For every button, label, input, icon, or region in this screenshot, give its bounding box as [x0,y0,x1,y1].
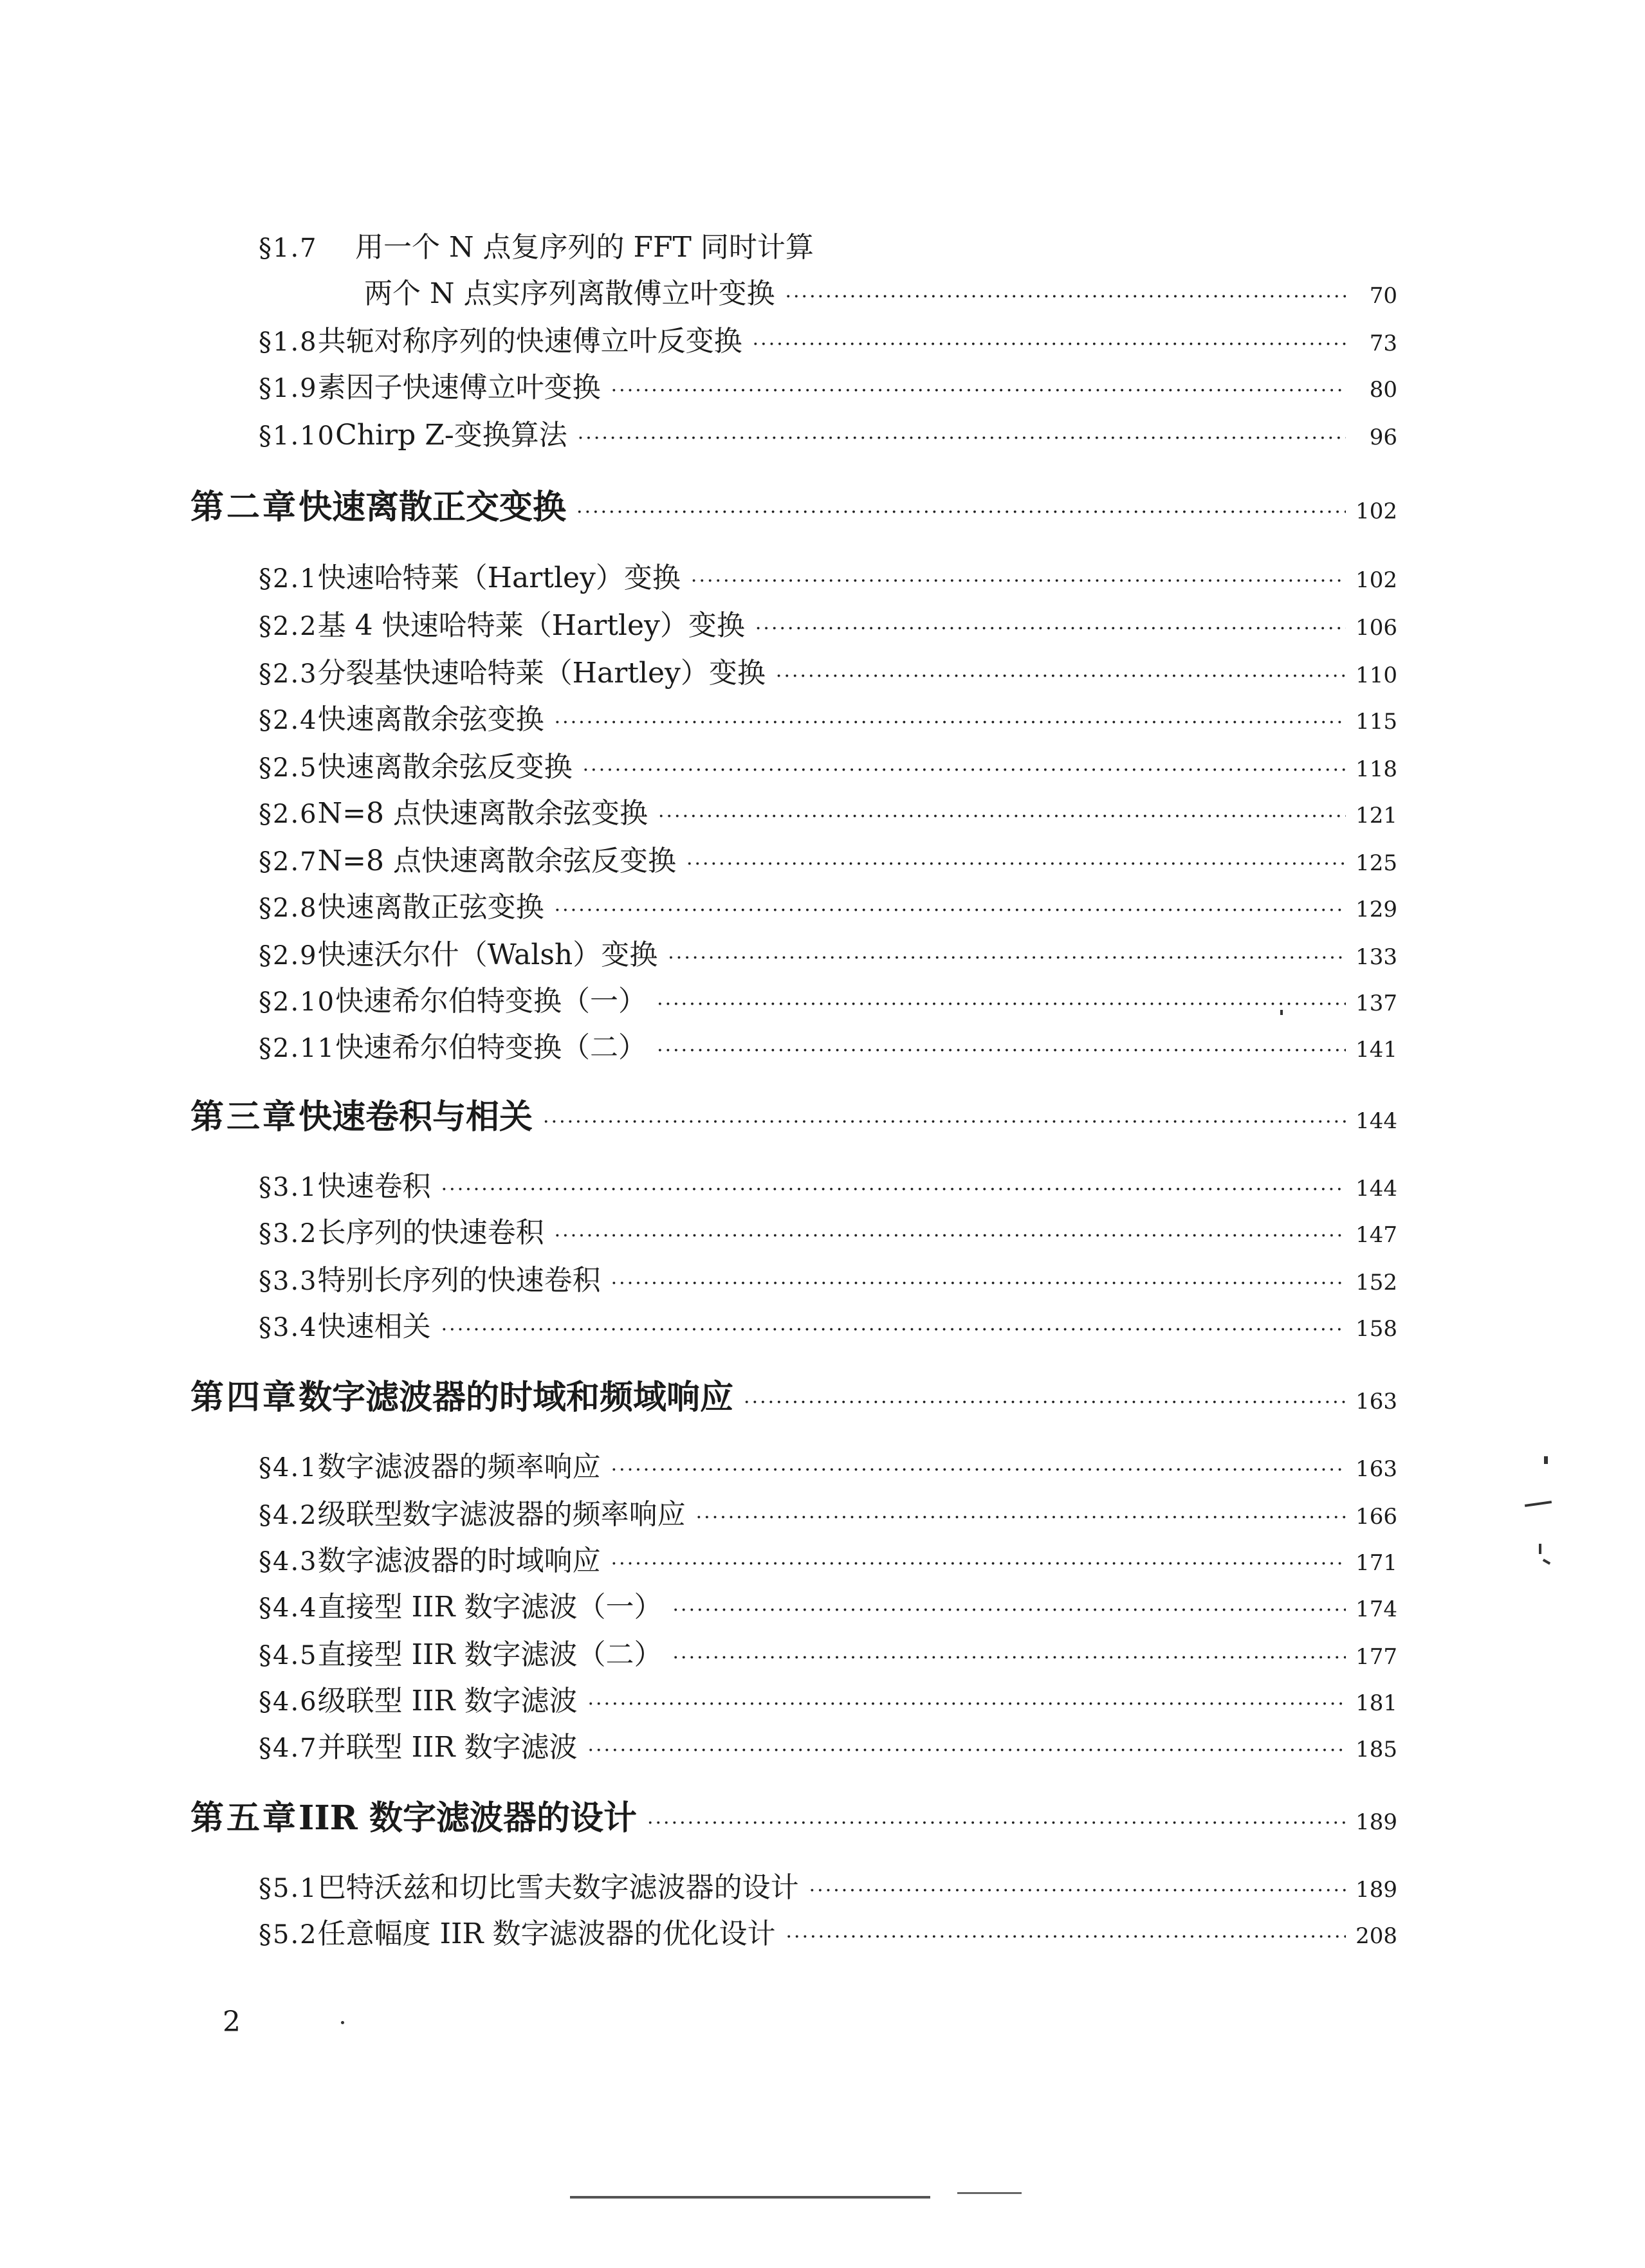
chapter-title: IIR 数字滤波器的设计 [299,1798,637,1838]
page-number: 96 [1369,425,1397,450]
page-number: 125 [1356,850,1397,876]
page-number: 137 [1356,991,1397,1016]
toc-entry [259,1209,1397,1250]
toc-entry [259,650,1397,691]
dot-leader [611,1459,1346,1481]
dot-leader [673,1647,1346,1669]
scan-speck [1280,1010,1283,1015]
toc-entry [259,1678,1397,1719]
dot-leader [555,711,1346,734]
dot-leader [611,380,1346,402]
section-number: §4.2 [259,1501,318,1530]
section-number: §2.10 [259,987,336,1017]
section-number: §4.1 [259,1453,318,1483]
toc-entry [259,931,1397,973]
dot-leader [588,1739,1346,1762]
toc-entry [259,1631,1397,1672]
page-folio: 2 [223,2006,241,2038]
section-number: §3.4 [259,1313,318,1342]
page-number: 80 [1369,377,1397,403]
dot-leader [583,759,1346,782]
toc-entry [259,318,1397,359]
toc-entry [259,1024,1397,1065]
page-number: 152 [1356,1270,1397,1295]
section-title: N=8 点快速离散余弦反变换 [317,845,676,877]
toc-chapter [190,1370,1397,1418]
page-number: 171 [1356,1550,1397,1576]
dot-leader [786,1926,1346,1948]
page-number: 141 [1356,1037,1397,1063]
toc-entry [259,1491,1397,1532]
section-number: §4.3 [259,1547,318,1577]
page-number: 185 [1356,1737,1397,1762]
section-title: 特别长序列的快速卷积 [317,1264,601,1297]
chapter-number: 第三章 [190,1097,299,1137]
section-title: 快速希尔伯特变换（一） [335,985,647,1018]
section-number: §5.1 [259,1874,318,1903]
section-number: §3.2 [259,1219,318,1248]
chapter-title: 快速卷积与相关 [299,1097,533,1137]
section-title: Chirp Z-变换算法 [335,419,567,452]
section-title: 快速哈特莱（Hartley）变换 [317,562,681,594]
toc-entry [259,744,1397,785]
section-number: §2.8 [259,893,318,923]
toc-entry [259,364,1397,405]
dot-leader [658,805,1346,828]
dot-leader [441,1178,1346,1201]
page-number: 174 [1356,1596,1397,1622]
dot-leader [744,1391,1346,1414]
section-title: 数字滤波器的时域响应 [317,1544,601,1577]
section-title: 级联型 IIR 数字滤波 [317,1685,578,1717]
section-number: §2.5 [259,753,318,783]
section-title: 共轭对称序列的快速傅立叶反变换 [317,325,742,358]
toc-entry [259,1163,1397,1204]
section-number: §4.7 [259,1733,318,1763]
dot-leader [611,1553,1346,1575]
toc-entry [364,270,1397,311]
section-title: 直接型 IIR 数字滤波（二） [317,1638,663,1671]
toc-entry [259,1303,1397,1344]
toc-entry [259,1864,1397,1905]
toc-entry [259,412,1397,453]
toc-entry [259,1910,1397,1952]
section-title: 快速离散余弦反变换 [317,751,573,783]
page-number: 118 [1356,756,1397,782]
dot-leader [657,993,1346,1016]
section-title: 级联型数字滤波器的频率响应 [317,1498,686,1531]
toc-chapter [190,480,1397,528]
section-number: §2.6 [259,800,318,829]
section-number: §2.1 [259,564,318,594]
chapter-title: 快速离散正交变换 [299,488,567,527]
dot-leader [696,1506,1346,1529]
toc-entry [259,1537,1397,1578]
page-number: 147 [1356,1222,1397,1248]
dot-leader [555,899,1346,922]
section-title: 长序列的快速卷积 [317,1216,544,1249]
page-number: 133 [1356,944,1397,970]
dot-leader [755,617,1346,640]
page-number: 129 [1356,897,1397,922]
dot-leader [555,1225,1346,1247]
dot-leader [809,1879,1346,1902]
scan-speck [1525,1501,1552,1507]
page-number: 102 [1356,567,1397,593]
chapter-number: 第四章 [190,1378,299,1417]
chapter-number: 第二章 [190,488,299,527]
section-title: 快速卷积 [317,1170,431,1203]
section-number: §2.9 [259,941,318,971]
dot-leader [543,1111,1346,1133]
section-title: 用一个 N 点复序列的 FFT 同时计算 [355,231,814,264]
page-number: 177 [1356,1644,1397,1670]
section-number: §2.11 [259,1034,336,1063]
page-number: 189 [1356,1809,1397,1835]
toc-entry [259,602,1397,643]
page-number: 144 [1356,1176,1397,1202]
page-number: 163 [1356,1389,1397,1414]
section-number: §2.4 [259,706,318,735]
section-number: §2.7 [259,847,318,877]
dot-leader [785,286,1346,308]
toc-entry [259,884,1397,925]
dot-leader [441,1319,1346,1341]
section-title: 并联型 IIR 数字滤波 [317,1731,578,1764]
section-number: §1.8 [259,327,318,357]
section-number: §1.9 [259,374,318,403]
section-number: §3.1 [259,1173,318,1202]
section-number: §2.3 [259,659,318,689]
page-number: 110 [1356,663,1397,688]
section-title: 快速希尔伯特变换（二） [335,1031,647,1064]
page-number: 208 [1356,1923,1397,1949]
page-number: 106 [1356,615,1397,641]
page-number: 115 [1356,709,1397,735]
dot-leader [576,501,1346,524]
chapter-number: 第五章 [190,1798,299,1838]
dot-leader [673,1599,1346,1622]
section-number: §4.4 [259,1593,318,1623]
page-number: 102 [1356,498,1397,524]
section-title: 素因子快速傅立叶变换 [317,371,601,404]
scan-speck [1544,1456,1548,1464]
section-title: 两个 N 点实序列离散傅立叶变换 [364,277,775,310]
section-title: 任意幅度 IIR 数字滤波器的优化设计 [317,1917,776,1950]
page-number: 121 [1356,803,1397,828]
page-number: 166 [1356,1504,1397,1530]
scan-speck [341,2021,344,2024]
toc-entry [259,696,1397,737]
section-title: 快速沃尔什（Walsh）变换 [317,938,658,971]
toc-entry [259,1257,1397,1298]
scan-speck [1539,1544,1541,1554]
section-title: 数字滤波器的频率响应 [317,1450,601,1483]
dot-leader [578,427,1346,450]
toc-entry [259,554,1397,596]
toc-entry [259,790,1397,831]
dot-leader [776,665,1346,688]
section-title: 分裂基快速哈特莱（Hartley）变换 [317,657,766,690]
toc-entry [259,978,1397,1019]
section-number: §3.3 [259,1267,318,1296]
section-number: §4.5 [259,1641,318,1670]
dot-leader [657,1039,1346,1062]
toc-entry [259,1443,1397,1485]
page-number: 189 [1356,1877,1397,1903]
toc-chapter [190,1791,1397,1839]
section-number: §5.2 [259,1920,318,1950]
toc-chapter [190,1090,1397,1138]
dot-leader [588,1693,1346,1715]
page-number: 70 [1369,283,1397,309]
section-title: N=8 点快速离散余弦变换 [317,797,648,830]
section-title: 快速相关 [317,1310,431,1343]
scan-speck [1543,1559,1550,1564]
page-number: 181 [1356,1690,1397,1716]
chapter-title: 数字滤波器的时域和频域响应 [299,1378,734,1417]
dot-leader [668,947,1346,969]
section-number: §2.2 [259,612,318,641]
section-title: 快速离散余弦变换 [317,703,544,736]
page-number: 163 [1356,1456,1397,1482]
page-number: 144 [1356,1108,1397,1134]
section-title: 巴特沃兹和切比雪夫数字滤波器的设计 [317,1871,799,1904]
dot-leader [647,1812,1346,1834]
toc-entry [259,1724,1397,1765]
page-number: 158 [1356,1316,1397,1342]
section-title: 基 4 快速哈特莱（Hartley）变换 [317,609,745,642]
scan-speck [570,2196,930,2199]
section-number: §1.7 [259,233,318,263]
scan-speck [957,2192,1022,2194]
dot-leader [686,853,1346,875]
toc-entry [259,1584,1397,1625]
toc-entry [259,224,1397,265]
section-number: §1.10 [259,421,336,451]
dot-leader [691,570,1346,592]
page-number: 73 [1369,331,1397,356]
dot-leader [611,1272,1346,1295]
dot-leader [753,333,1346,356]
section-title: 直接型 IIR 数字滤波（一） [317,1591,663,1623]
toc-entry [259,837,1397,879]
section-number: §4.6 [259,1687,318,1717]
section-title: 快速离散正弦变换 [317,891,544,924]
